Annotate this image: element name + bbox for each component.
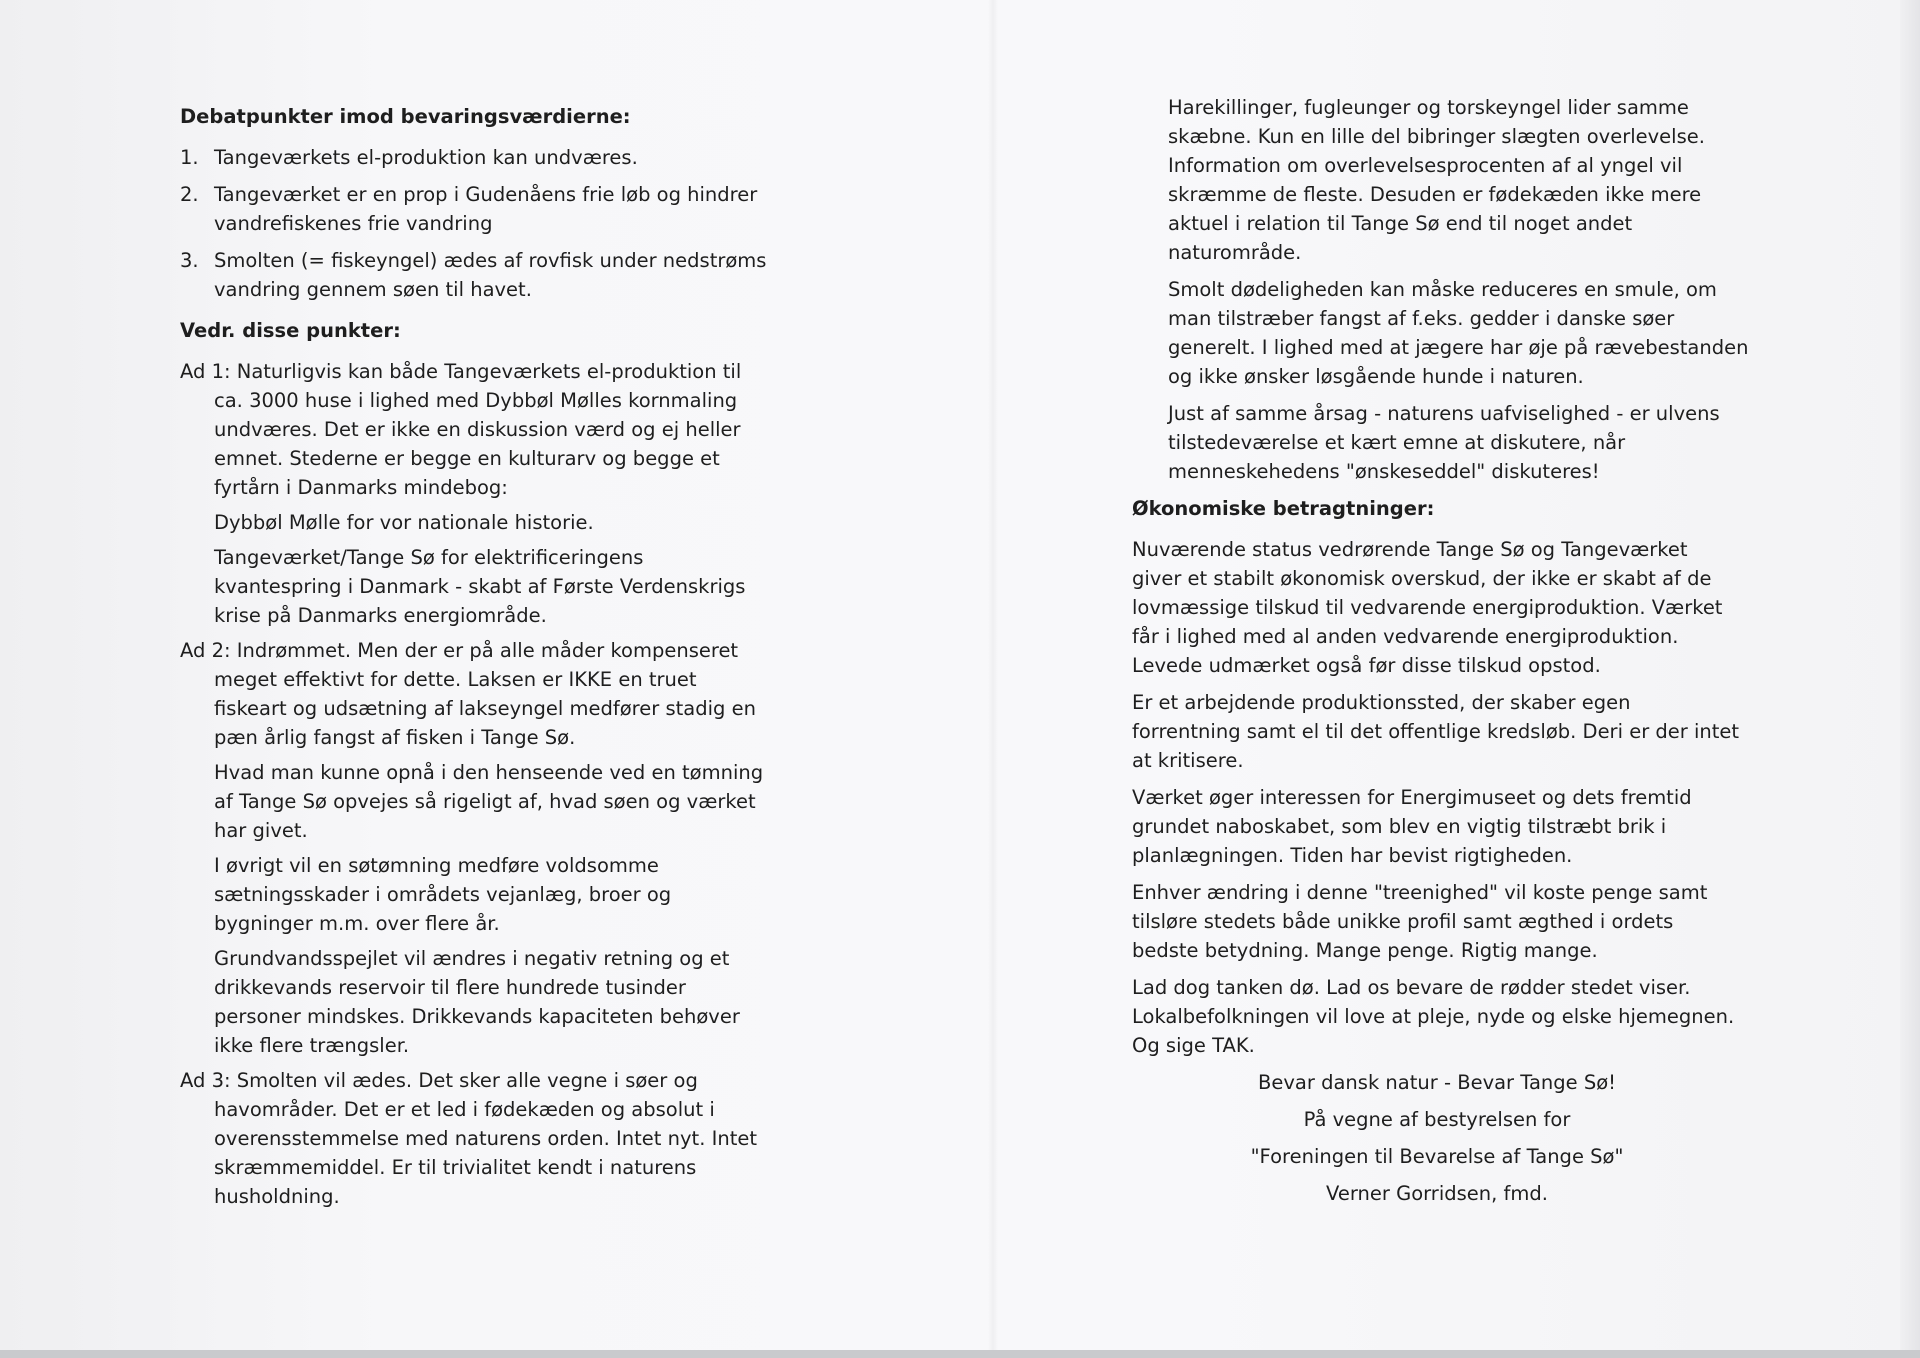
list-text: Tangeværket er en prop i Gudenåens frie løb og hindrer vandrefiskenes frie vandring — [214, 183, 758, 235]
paragraph: Enhver ændring i denne "treenighed" vil koste penge samt tilsløre stedets både unikke profil samt ægthed i ordets bedste betydning. Mange penge. Rigtig mange. — [1132, 881, 1708, 962]
heading-regarding-points: Vedr. disse punkter: — [180, 319, 401, 342]
list-text: Tangeværkets el-produktion kan undværes. — [214, 146, 638, 169]
ad2-sub-paragraph: I øvrigt vil en søtømning medføre voldsomme sætningsskader i områdets vejanlæg, broer og bygninger m.m. over flere år. — [214, 854, 672, 935]
paragraph: Nuværende status vedrørende Tange Sø og Tangeværket giver et stabilt økonomisk overskud, der ikke er skabt af de lovmæssige tilskud til vedvarende energiproduktion. Værket får i lighed med al anden vedvarende energiproduktion. Levede udmærket også før disse tilskud opstod. — [1132, 538, 1723, 677]
paragraph: Smolt dødeligheden kan måske reduceres en smule, om man tilstræber fangst af f.eks. gedder i danske søer generelt. I lighed med at jægere har øje på rævebestanden og ikke ønsker løsgående hunde i naturen. — [1168, 278, 1749, 388]
left-column — [180, 102, 770, 1217]
heading-debate-points: Debatpunkter imod bevaringsværdierne: — [180, 105, 631, 128]
heading-economic-considerations: Økonomiske betragtninger: — [1132, 497, 1435, 520]
ad1-sub-paragraph: Tangeværket/Tange Sø for elektrificeringens kvantespring i Danmark - skabt af Første Verdenskrigs krise på Danmarks energiområde. — [214, 546, 746, 627]
ad2-sub-paragraph: Hvad man kunne opnå i den henseende ved en tømning af Tange Sø opvejes så rigeligt af, hvad søen og værket har givet. — [214, 761, 764, 842]
page-bottom-edge — [0, 1350, 1920, 1358]
page-edge — [1900, 0, 1920, 1350]
ad1-sub-paragraph: Dybbøl Mølle for vor nationale historie. — [214, 511, 594, 534]
page-fold — [988, 0, 998, 1350]
ad2-sub-paragraph: Grundvandsspejlet vil ændres i negativ retning og et drikkevands reservoir til flere hundrede tusinder personer mindskes. Drikkevands kapaciteten behøver ikke flere trængsler. — [214, 947, 740, 1057]
closing-line: Bevar dansk natur - Bevar Tange Sø! — [1258, 1071, 1616, 1094]
ad3-paragraph: Ad 3: Smolten vil ædes. Det sker alle vegne i søer og havområder. Det er et led i fødekæden og absolut i overensstemmelse med naturens orden. Intet nyt. Intet skræmmemiddel. Er til trivialitet kendt i naturens husholdning. — [180, 1069, 757, 1208]
list-item — [180, 246, 770, 304]
closing-line: På vegne af bestyrelsen for — [1303, 1108, 1571, 1131]
right-column — [1132, 93, 1752, 1216]
paragraph: Just af samme årsag - naturens uafviselighed - er ulvens tilstedeværelse et kært emne at diskutere, når menneskehedens "ønskeseddel" diskuteres! — [1168, 402, 1720, 483]
signature-line: Verner Gorridsen, fmd. — [1326, 1182, 1548, 1205]
list-item — [180, 143, 770, 172]
list-number: 2. — [180, 183, 199, 206]
list-text: Smolten (= fiskeyngel) ædes af rovfisk under nedstrøms vandring gennem søen til havet. — [214, 249, 767, 301]
list-item — [180, 180, 770, 238]
list-number: 1. — [180, 146, 199, 169]
paragraph: Er et arbejdende produktionssted, der skaber egen forrentning samt el til det offentlige kredsløb. Deri er der intet at kritisere. — [1132, 691, 1740, 772]
paragraph: Harekillinger, fugleunger og torskeyngel lider samme skæbne. Kun en lille del bibringer slægten overlevelse. Information om overlevelsesprocenten af al yngel vil skræmme de fleste. Desuden er fødekæden ikke mere aktuel i relation til Tange Sø end til noget andet naturområde. — [1168, 96, 1705, 264]
ad2-paragraph: Ad 2: Indrømmet. Men der er på alle måder kompenseret meget effektivt for dette. Laksen er IKKE en truet fiskeart og udsætning af lakseyngel medfører stadig en pæn årlig fangst af fisken i Tange Sø. — [180, 639, 756, 749]
list-number: 3. — [180, 249, 199, 272]
paragraph: Lad dog tanken dø. Lad os bevare de rødder stedet viser. Lokalbefolkningen vil love at pleje, nyde og elske hjemegnen. Og sige TAK. — [1132, 976, 1735, 1057]
paragraph: Værket øger interessen for Energimuseet og dets fremtid grundet naboskabet, som blev en vigtig tilstræbt brik i planlægningen. Tiden har bevist rigtigheden. — [1132, 786, 1692, 867]
closing-line: "Foreningen til Bevarelse af Tange Sø" — [1250, 1145, 1624, 1168]
ad1-paragraph: Ad 1: Naturligvis kan både Tangeværkets el-produktion til ca. 3000 huse i lighed med Dybbøl Mølles kornmaling undværes. Det er ikke en diskussion værd og ej heller emnet. Stederne er begge en kulturarv og begge et fyrtårn i Danmarks mindebog: — [180, 360, 742, 499]
